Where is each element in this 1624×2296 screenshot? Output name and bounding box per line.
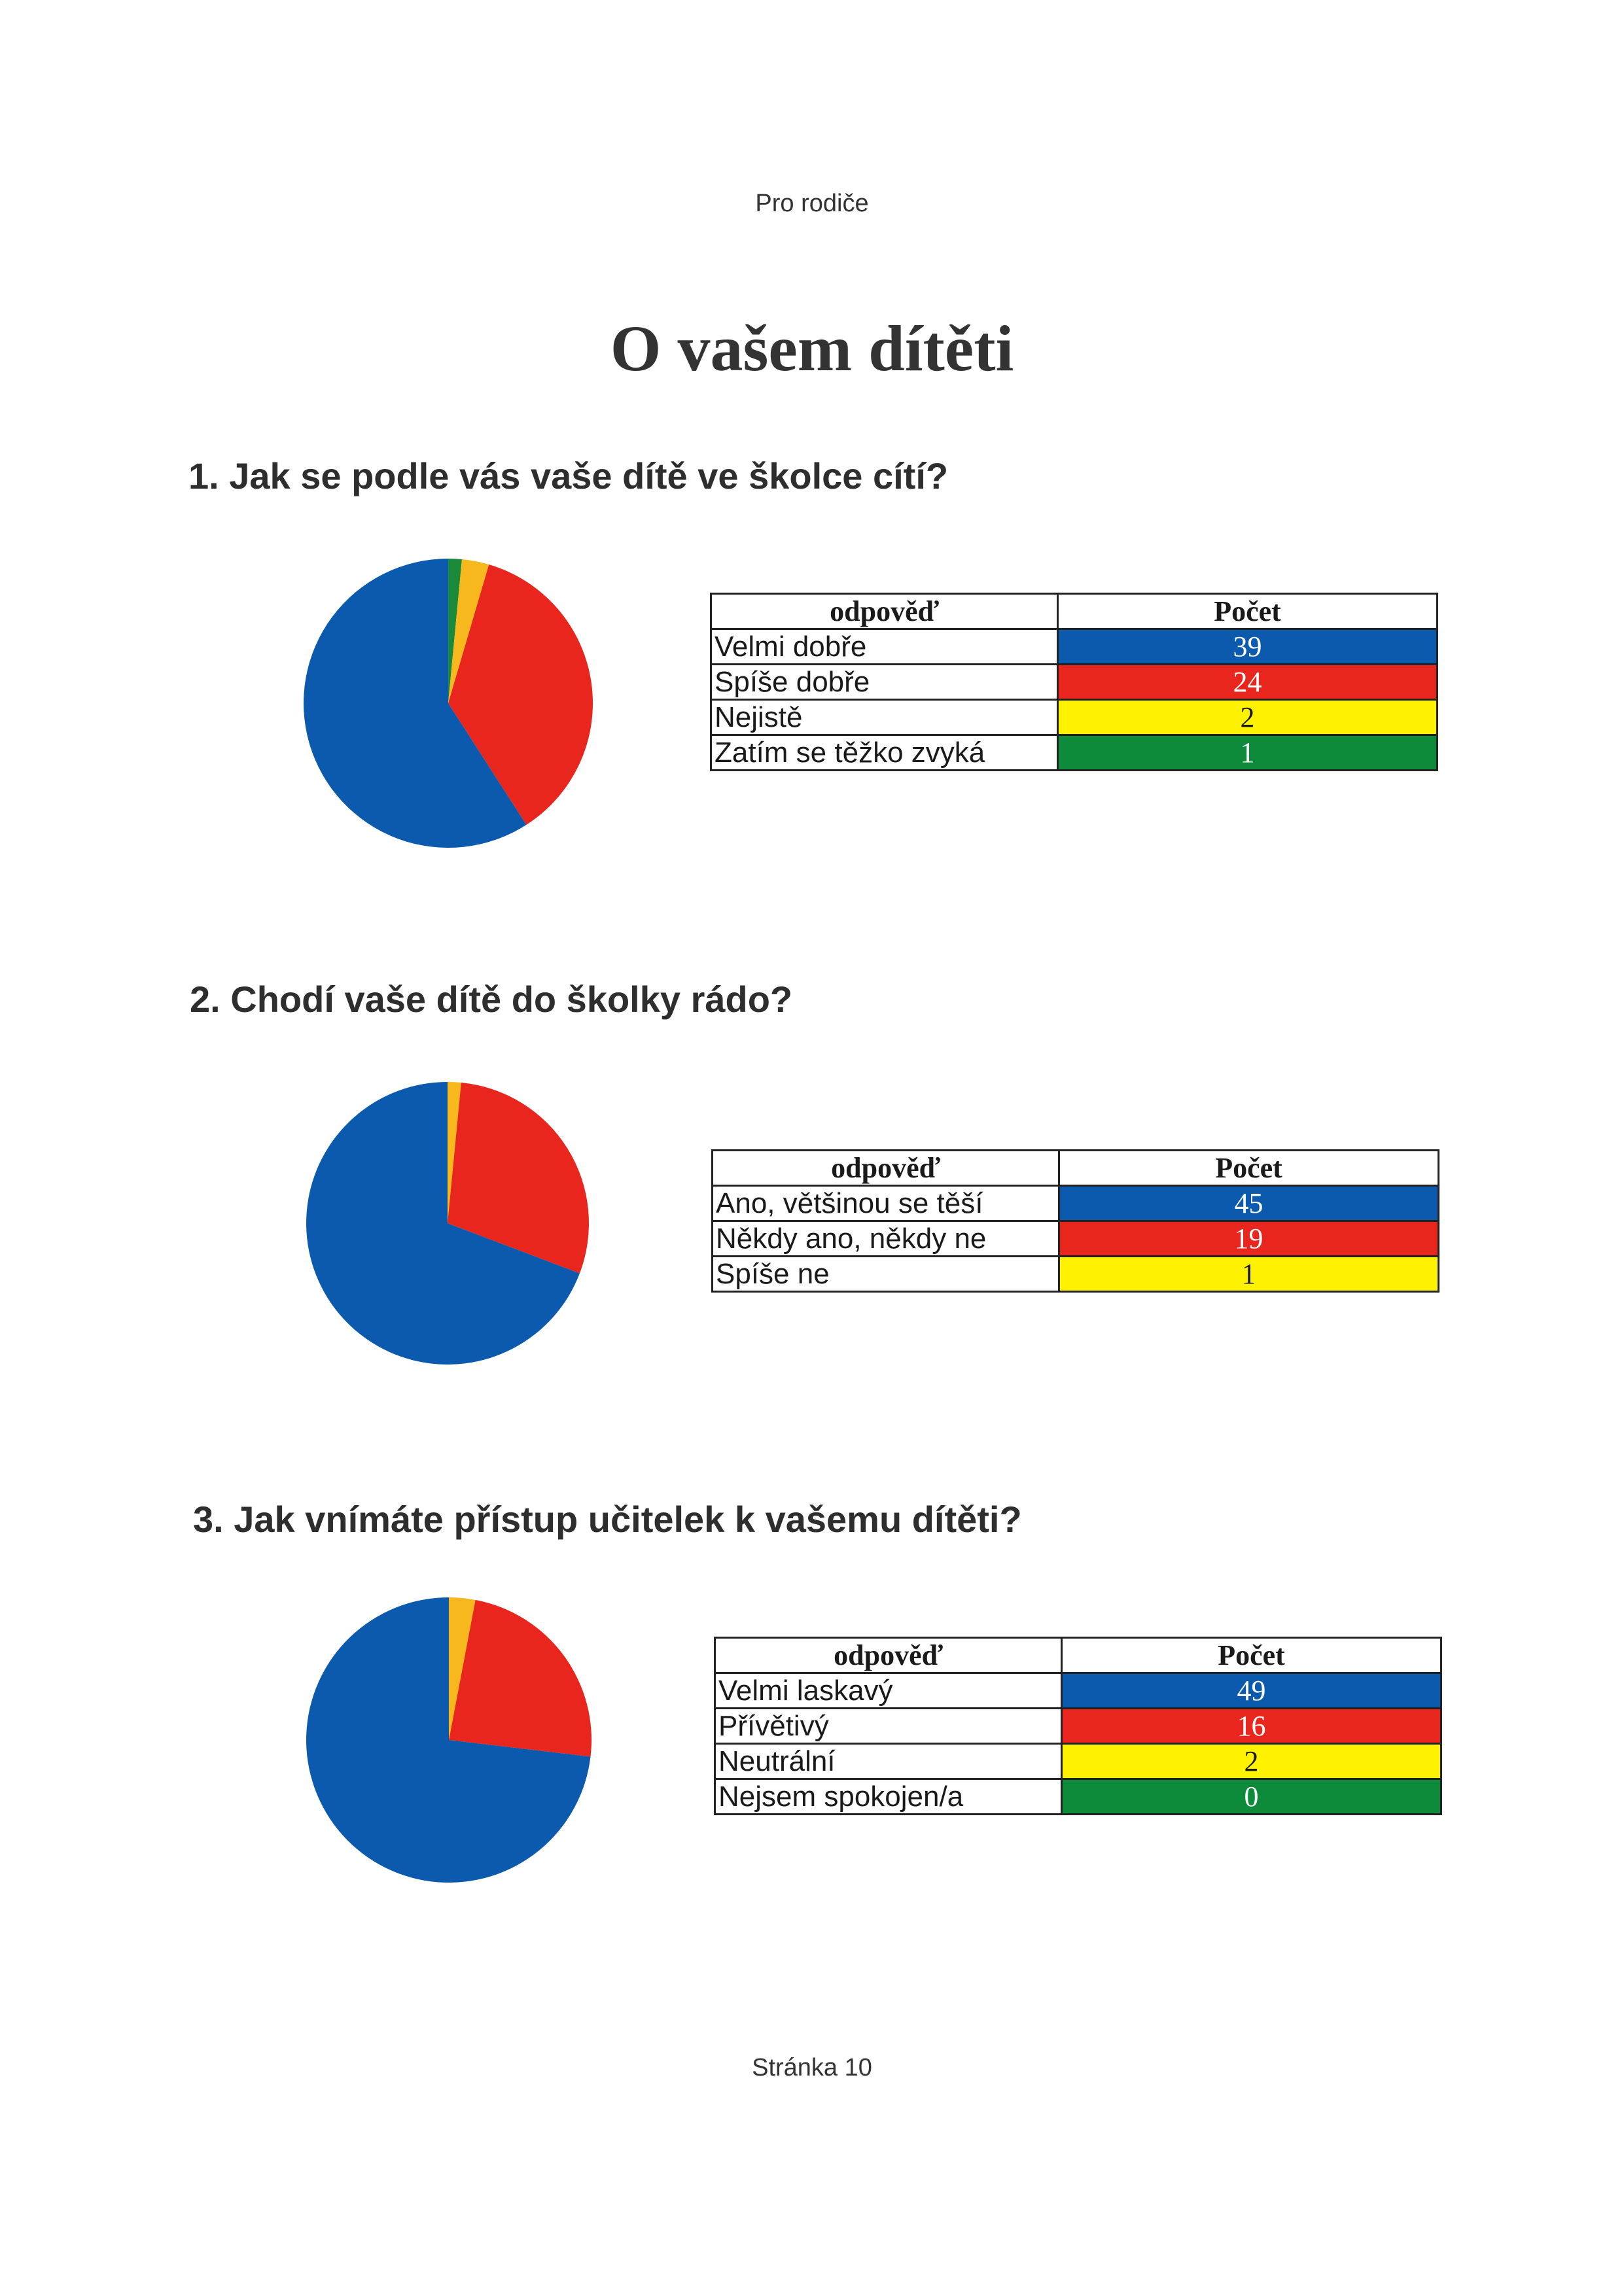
answer-label: Spíše ne <box>713 1257 1059 1292</box>
table-row <box>713 1257 1439 1292</box>
answer-label: Ano, většinou se těší <box>713 1186 1059 1221</box>
answer-count: 49 <box>1062 1673 1441 1709</box>
pie-chart-1 <box>302 557 594 849</box>
answers-table-2 <box>711 1149 1439 1293</box>
header-count: Počet <box>1062 1638 1441 1673</box>
header-count: Počet <box>1059 1151 1439 1186</box>
answer-label: Někdy ano, někdy ne <box>713 1221 1059 1257</box>
table-row <box>711 700 1438 735</box>
answer-label: Velmi laskavý <box>715 1673 1062 1709</box>
answer-label: Nejsem spokojen/a <box>715 1779 1062 1815</box>
answers-table-1 <box>710 593 1438 771</box>
page-title: O vašem dítěti <box>610 312 1014 385</box>
question-2-title: 2. Chodí vaše dítě do školky rádo? <box>190 979 793 1020</box>
table-header-row <box>715 1638 1441 1673</box>
answer-count: 16 <box>1062 1709 1441 1744</box>
answer-label: Velmi dobře <box>711 629 1058 665</box>
table-row <box>711 665 1438 700</box>
answer-count: 39 <box>1058 629 1438 665</box>
table-row <box>711 735 1438 771</box>
answer-count: 0 <box>1062 1779 1441 1815</box>
table-header-row <box>711 594 1438 629</box>
table-header-row <box>713 1151 1439 1186</box>
answer-label: Zatím se těžko zvyká <box>711 735 1058 771</box>
table-row <box>713 1186 1439 1221</box>
table-row <box>715 1673 1441 1709</box>
answer-count: 19 <box>1059 1221 1439 1257</box>
answer-label: Přívětivý <box>715 1709 1062 1744</box>
question-3-title: 3. Jak vnímáte přístup učitelek k vašemu dítěti? <box>193 1499 1022 1540</box>
answer-label: Nejistě <box>711 700 1058 735</box>
table-row <box>711 629 1438 665</box>
table-row <box>715 1779 1441 1815</box>
table-row <box>713 1221 1439 1257</box>
header-answer: odpověď <box>713 1151 1059 1186</box>
answer-label: Spíše dobře <box>711 665 1058 700</box>
answer-count: 2 <box>1062 1744 1441 1779</box>
header-answer: odpověď <box>711 594 1058 629</box>
header-count: Počet <box>1058 594 1438 629</box>
table-row <box>715 1709 1441 1744</box>
table-row <box>715 1744 1441 1779</box>
footer-page-number: Stránka 10 <box>752 2054 872 2081</box>
answer-count: 1 <box>1059 1257 1439 1292</box>
header-label: Pro rodiče <box>755 190 869 217</box>
pie-chart-3 <box>305 1596 593 1884</box>
answer-count: 24 <box>1058 665 1438 700</box>
answers-table-3 <box>714 1637 1442 1815</box>
answer-label: Neutrální <box>715 1744 1062 1779</box>
header-answer: odpověď <box>715 1638 1062 1673</box>
pie-chart-2 <box>305 1081 590 1366</box>
answer-count: 2 <box>1058 700 1438 735</box>
question-1-title: 1. Jak se podle vás vaše dítě ve školce cítí? <box>188 455 949 496</box>
answer-count: 45 <box>1059 1186 1439 1221</box>
answer-count: 1 <box>1058 735 1438 771</box>
